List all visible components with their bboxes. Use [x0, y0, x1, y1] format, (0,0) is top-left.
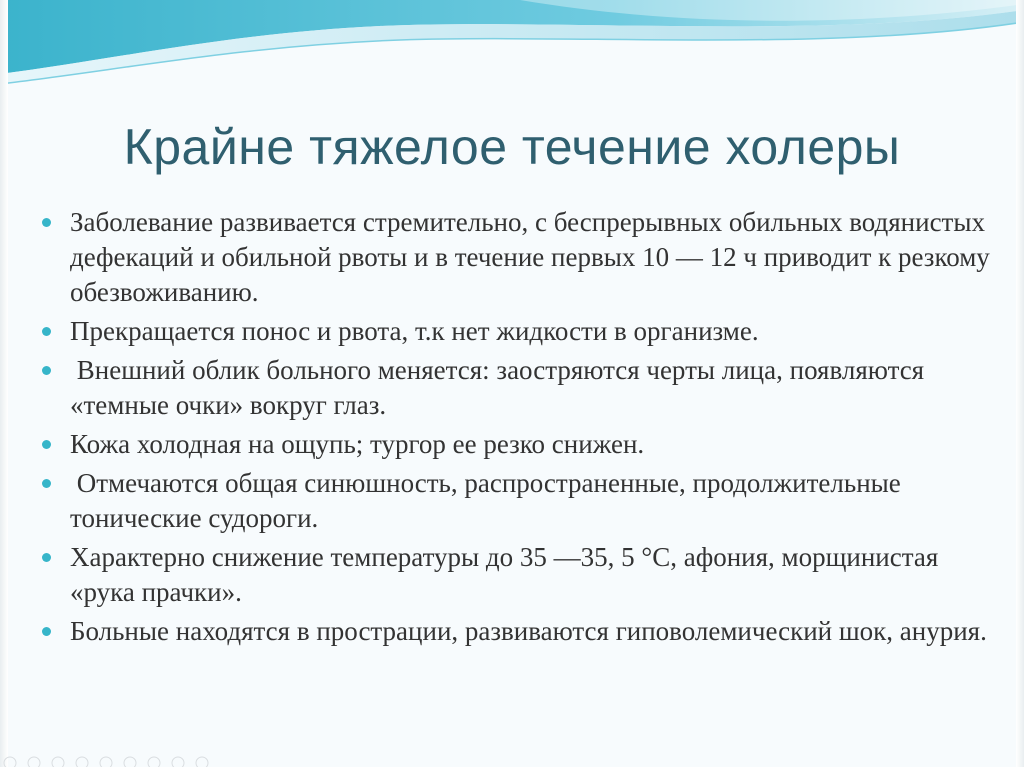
bullet-dot-icon: [42, 440, 51, 449]
bullet-text: Заболевание развивается стремительно, с беспрерывных обильных водянистых дефекаций и обильной рвоты и в течение первых 10 — 12 ч приводит к резкому обезвоживанию.: [70, 207, 990, 307]
bullet-text: Прекращается понос и рвота, т.к нет жидкости в организме.: [70, 316, 759, 346]
bullet-dot-icon: [42, 218, 51, 227]
bullet-text: Больные находятся в прострации, развиваются гиповолемический шок, анурия.: [70, 616, 987, 646]
bullet-item: [40, 353, 1000, 423]
right-edge-shade: [1016, 0, 1024, 767]
top-wave-decoration: [0, 0, 1024, 90]
bullet-item: [40, 205, 1000, 310]
bottom-decoration: [0, 753, 260, 767]
slide-title: Крайне тяжелое течение холеры: [123, 119, 901, 175]
bullet-dot-icon: [42, 553, 51, 562]
bullet-text: Кожа холодная на ощупь; тургор ее резко снижен.: [70, 429, 645, 459]
bullet-dot-icon: [42, 627, 51, 636]
bullet-item: [40, 314, 1000, 349]
bullet-text: Характерно снижение температуры до 35 —35, 5 °С, афония, морщинистая «рука прачки».: [70, 542, 939, 607]
bullet-dot-icon: [42, 327, 51, 336]
bullet-item: [40, 427, 1000, 462]
left-edge-shade: [0, 0, 8, 767]
bullet-dot-icon: [42, 479, 51, 488]
bullet-list: [40, 205, 1000, 653]
bullet-text: Внешний облик больного меняется: заостряются черты лица, появляются «темные очки» вокруг глаз.: [70, 355, 931, 420]
bullet-item: [40, 614, 1000, 649]
bullet-item: [40, 466, 1000, 536]
bullet-dot-icon: [42, 366, 51, 375]
bullet-text: Отмечаются общая синюшность, распространенные, продолжительные тонические судороги.: [70, 468, 908, 533]
bullet-item: [40, 540, 1000, 610]
